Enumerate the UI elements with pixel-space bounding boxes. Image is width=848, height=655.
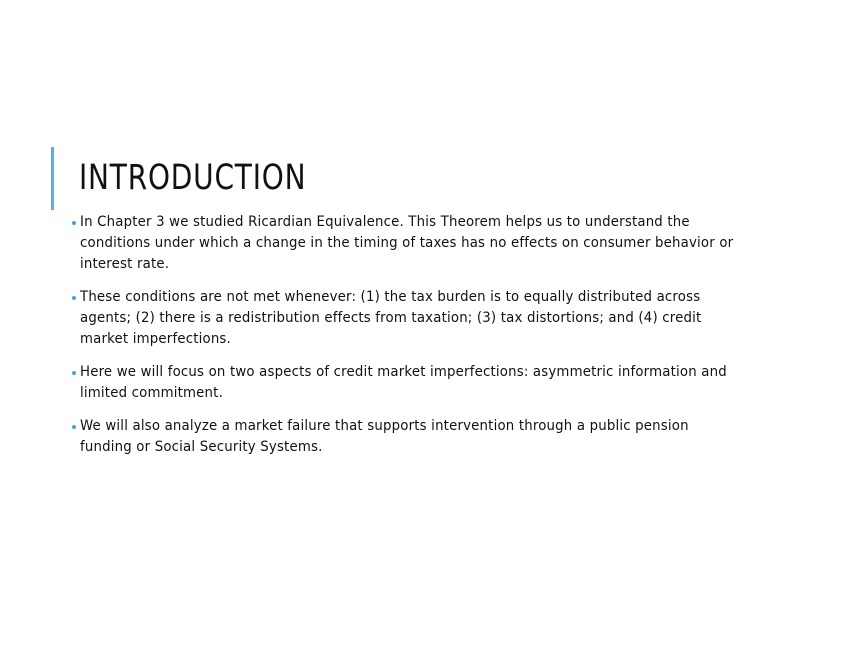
bullet-item xyxy=(72,212,772,275)
bullet-text: In Chapter 3 we studied Ricardian Equivalence. This Theorem helps us to understand the conditions under which a change in the timing of taxes has no effects on consumer behavior or interest rate. xyxy=(80,214,734,272)
bullet-item xyxy=(72,287,772,350)
bullet-text: Here we will focus on two aspects of credit market imperfections: asymmetric information and limited commitment. xyxy=(80,364,727,401)
bullet-text: We will also analyze a market failure that supports intervention through a public pension funding or Social Security Systems. xyxy=(80,418,689,455)
bullet-dot-icon xyxy=(72,296,76,300)
bullet-item xyxy=(72,362,772,404)
bullet-dot-icon xyxy=(72,371,76,375)
bullet-dot-icon xyxy=(72,425,76,429)
bullet-dot-icon xyxy=(72,221,76,225)
bullet-text: These conditions are not met whenever: (1) the tax burden is to equally distributed across agents; (2) there is a redistribution effects from taxation; (3) tax distortions; and (4) credit market imperfections. xyxy=(80,289,702,347)
title-accent-bar xyxy=(51,147,54,210)
bullet-list xyxy=(72,212,772,470)
slide-title: INTRODUCTION xyxy=(79,158,307,198)
bullet-item xyxy=(72,416,772,458)
